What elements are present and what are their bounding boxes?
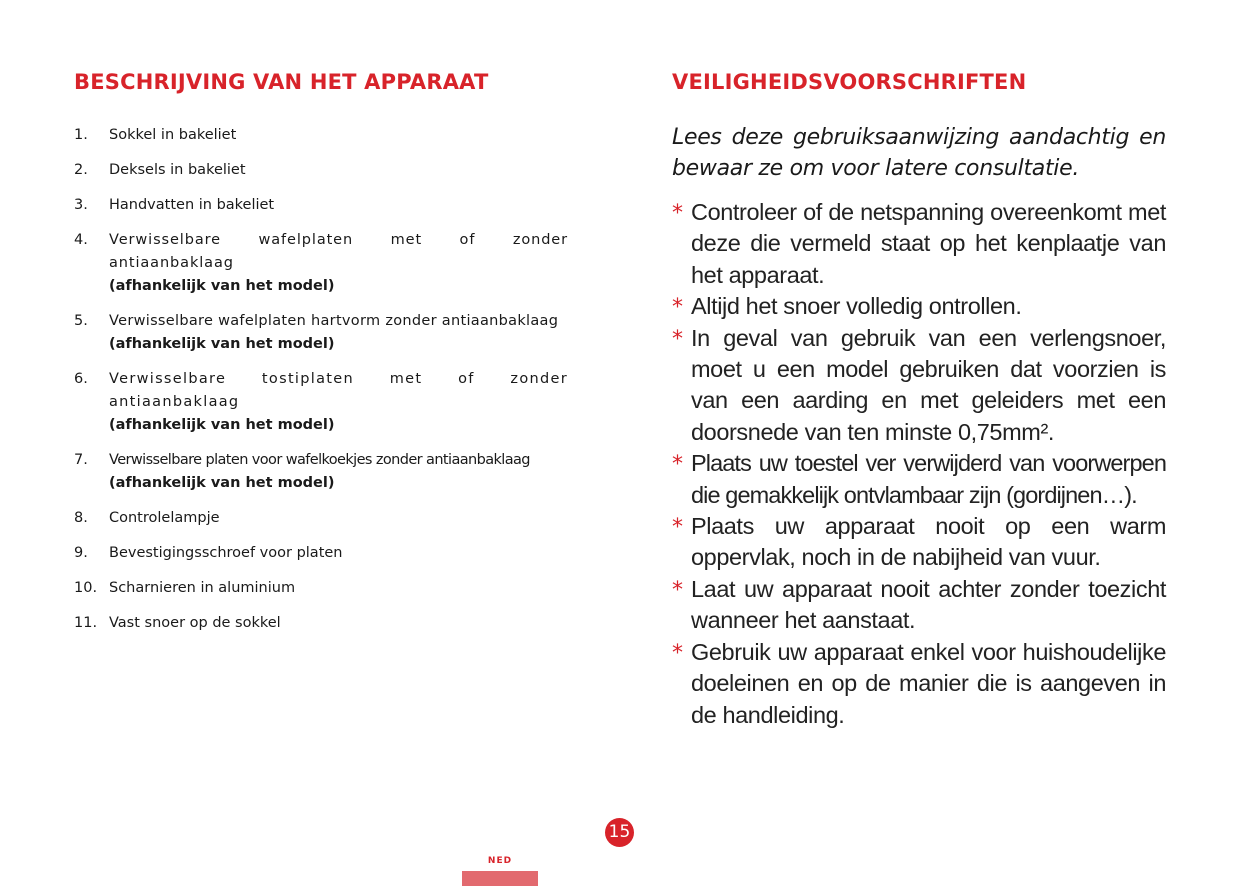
item-number: 9. bbox=[74, 545, 88, 561]
safety-rule bbox=[672, 197, 1166, 291]
item-note: (afhankelijk van het model) bbox=[109, 278, 335, 294]
rule-text: In geval van gebruik van een verlengsnoer, moet u een model gebruiken dat voorzien is van een aarding en met geleiders met een doorsnede van ten minste 0,75mm². bbox=[691, 324, 1166, 445]
item-number: 3. bbox=[74, 197, 88, 213]
bullet-asterisk: * bbox=[672, 640, 683, 666]
safety-rule bbox=[672, 637, 1166, 731]
item-text: Bevestigingsschroef voor platen bbox=[109, 545, 343, 561]
safety-rule bbox=[672, 323, 1166, 449]
list-item bbox=[74, 542, 568, 565]
safety-rule bbox=[672, 574, 1166, 637]
item-text: Handvatten in bakeliet bbox=[109, 197, 275, 213]
rule-text: Laat uw apparaat nooit achter zonder toezicht wanneer het aanstaat. bbox=[691, 575, 1166, 634]
item-number: 5. bbox=[74, 313, 88, 329]
item-text: Verwisselbare wafelplaten met of zonder antiaanbaklaag bbox=[109, 232, 568, 271]
list-item bbox=[74, 124, 568, 147]
item-number: 7. bbox=[74, 452, 88, 468]
safety-rule bbox=[672, 448, 1166, 511]
item-number: 2. bbox=[74, 162, 88, 178]
page-number-badge: 15 bbox=[605, 818, 634, 847]
list-item bbox=[74, 194, 568, 217]
list-item bbox=[74, 229, 568, 298]
bullet-asterisk: * bbox=[672, 295, 683, 321]
item-number: 8. bbox=[74, 510, 88, 526]
list-item bbox=[74, 368, 568, 437]
section-heading-description: BESCHRIJVING VAN HET APPARAAT bbox=[74, 70, 489, 94]
item-text: Verwisselbare platen voor wafelkoekjes zonder antiaanbaklaag bbox=[109, 452, 530, 468]
item-text: Scharnieren in aluminium bbox=[109, 580, 296, 596]
item-note: (afhankelijk van het model) bbox=[109, 417, 335, 433]
safety-intro: Lees deze gebruiksaanwijzing aandachtig en bewaar ze om voor latere consultatie. bbox=[672, 125, 1166, 181]
language-label: NED bbox=[487, 856, 513, 866]
item-number: 10. bbox=[74, 580, 98, 596]
item-number: 1. bbox=[74, 127, 88, 143]
bullet-asterisk: * bbox=[672, 515, 683, 541]
section-heading-safety: VEILIGHEIDSVOORSCHRIFTEN bbox=[672, 70, 1027, 94]
safety-rules-list bbox=[672, 197, 1166, 731]
language-tab-bar bbox=[462, 871, 538, 886]
item-note: (afhankelijk van het model) bbox=[109, 475, 335, 491]
bullet-asterisk: * bbox=[672, 577, 683, 603]
item-note: (afhankelijk van het model) bbox=[109, 336, 335, 352]
item-text: Sokkel in bakeliet bbox=[109, 127, 237, 143]
item-number: 11. bbox=[74, 615, 98, 631]
bullet-asterisk: * bbox=[672, 452, 683, 478]
rule-text: Plaats uw apparaat nooit op een warm oppervlak, noch in de nabijheid van vuur. bbox=[691, 513, 1166, 571]
bullet-asterisk: * bbox=[672, 201, 683, 226]
safety-rule bbox=[672, 511, 1166, 574]
list-item bbox=[74, 159, 568, 182]
list-item bbox=[74, 449, 568, 495]
rule-text: Controleer of de netspanning overeenkomt met deze die vermeld staat op het kenplaatje van het apparaat. bbox=[691, 199, 1166, 288]
bullet-asterisk: * bbox=[672, 326, 683, 352]
item-text: Vast snoer op de sokkel bbox=[109, 615, 281, 631]
safety-rule bbox=[672, 291, 1166, 322]
list-item bbox=[74, 612, 568, 635]
item-text: Verwisselbare wafelplaten hartvorm zonder antiaanbaklaag bbox=[109, 313, 559, 329]
item-text: Deksels in bakeliet bbox=[109, 162, 246, 178]
item-text: Controlelampje bbox=[109, 510, 220, 526]
list-item bbox=[74, 310, 568, 356]
item-number: 4. bbox=[74, 232, 88, 248]
rule-text: Gebruik uw apparaat enkel voor huishoudelijke doeleinen en op de manier die is aangeven in de handleiding. bbox=[691, 638, 1166, 728]
item-text: Verwisselbare tostiplaten met of zonder antiaanbaklaag bbox=[109, 371, 568, 410]
item-number: 6. bbox=[74, 371, 88, 387]
rule-text: Altijd het snoer volledig ontrollen. bbox=[691, 293, 1022, 320]
list-item bbox=[74, 507, 568, 530]
parts-list bbox=[74, 124, 568, 635]
list-item bbox=[74, 577, 568, 600]
rule-text: Plaats uw toestel ver verwijderd van voorwerpen die gemakkelijk ontvlambaar zijn (gordijnen…). bbox=[691, 450, 1166, 508]
